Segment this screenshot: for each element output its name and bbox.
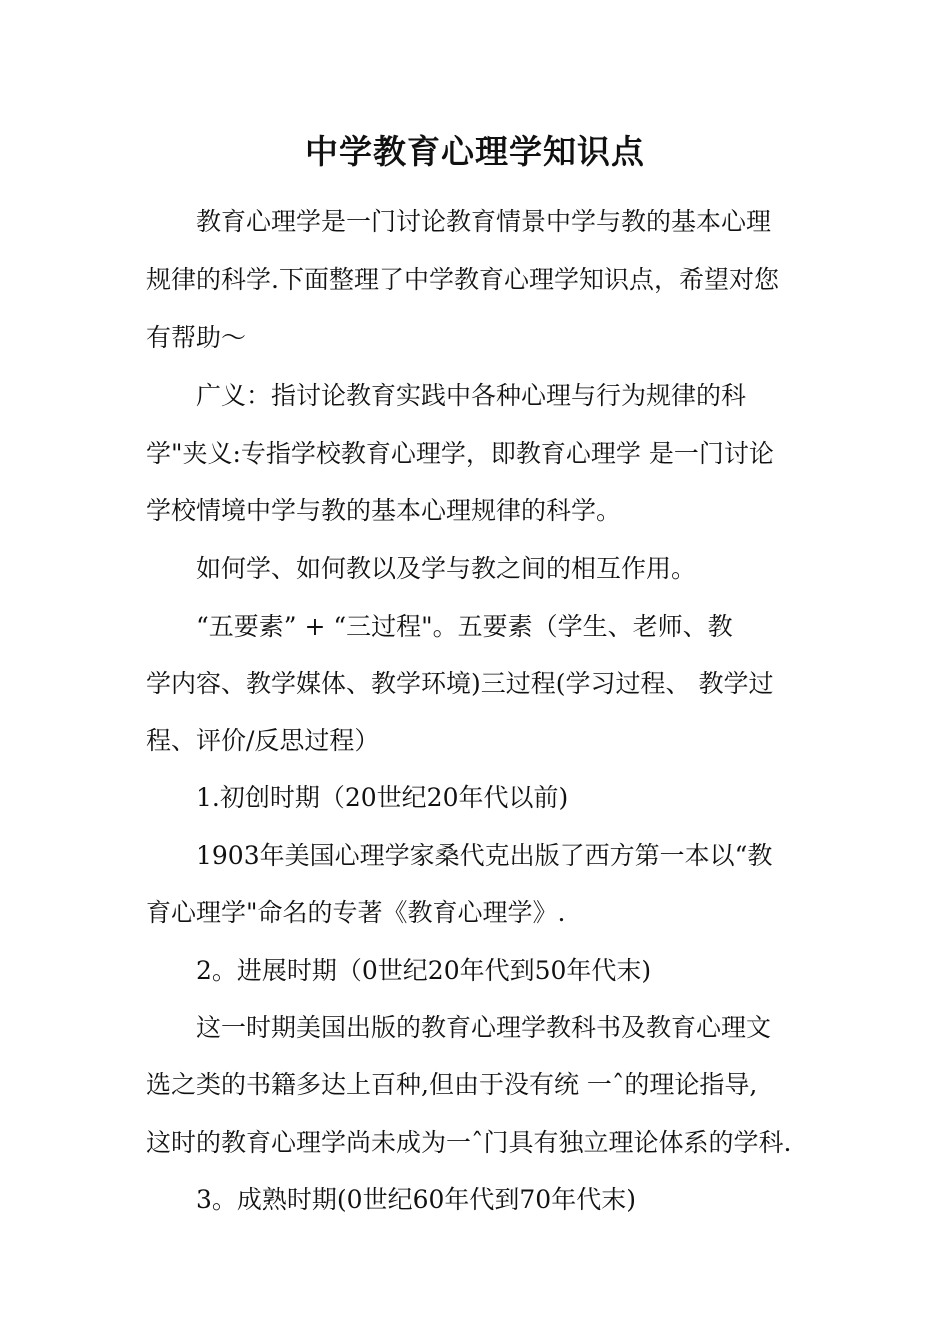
paragraph-line: 这一时期美国出版的教育心理学教科书及教育心理文 (196, 1013, 772, 1042)
paragraph-line: 如何学、如何教以及学与教之间的相互作用。 (196, 554, 697, 583)
section-heading-line: 1.初创时期（20世纪20年代以前) (196, 783, 569, 812)
document-title: 中学教育心理学知识点 (305, 132, 645, 171)
paragraph-line: 教育心理学是一门讨论教育情景中学与教的基本心理 (196, 207, 772, 236)
paragraph-line: 广义：指讨论教育实践中各种心理与行为规律的科 (196, 381, 747, 410)
paragraph-line: 选之类的书籍多达上百种,但由于没有统 一ˆ的理论指导, (146, 1070, 758, 1099)
paragraph-line: 学校情境中学与教的基本心理规律的科学。 (146, 496, 622, 525)
paragraph-line: 1903年美国心理学家桑代克出版了西方第一本以“教 (196, 841, 773, 870)
paragraph-line: 有帮助～ (146, 323, 247, 352)
paragraph-line: 程、评价/反思过程） (146, 726, 380, 755)
section-heading-line: 3。成熟时期(0世纪60年代到70年代末) (196, 1185, 636, 1214)
paragraph-line: 这时的教育心理学尚未成为一ˆ门具有独立理论体系的学科. (146, 1128, 792, 1157)
paragraph-line: 育心理学"命名的专著《教育心理学》. (146, 898, 566, 927)
paragraph-line: 学"夹义:专指学校教育心理学，即教育心理学 是一门讨论 (146, 439, 774, 468)
paragraph-line: 学内容、教学媒体、教学环境)三过程(学习过程、 教学过 (146, 669, 774, 698)
paragraph-line: 规律的科学.下面整理了中学教育心理学知识点，希望对您 (146, 265, 779, 294)
paragraph-line: “五要素” + “三过程"。五要素（学生、老师、教 (196, 612, 733, 641)
section-heading-line: 2。进展时期（0世纪20年代到50年代末) (196, 956, 652, 985)
